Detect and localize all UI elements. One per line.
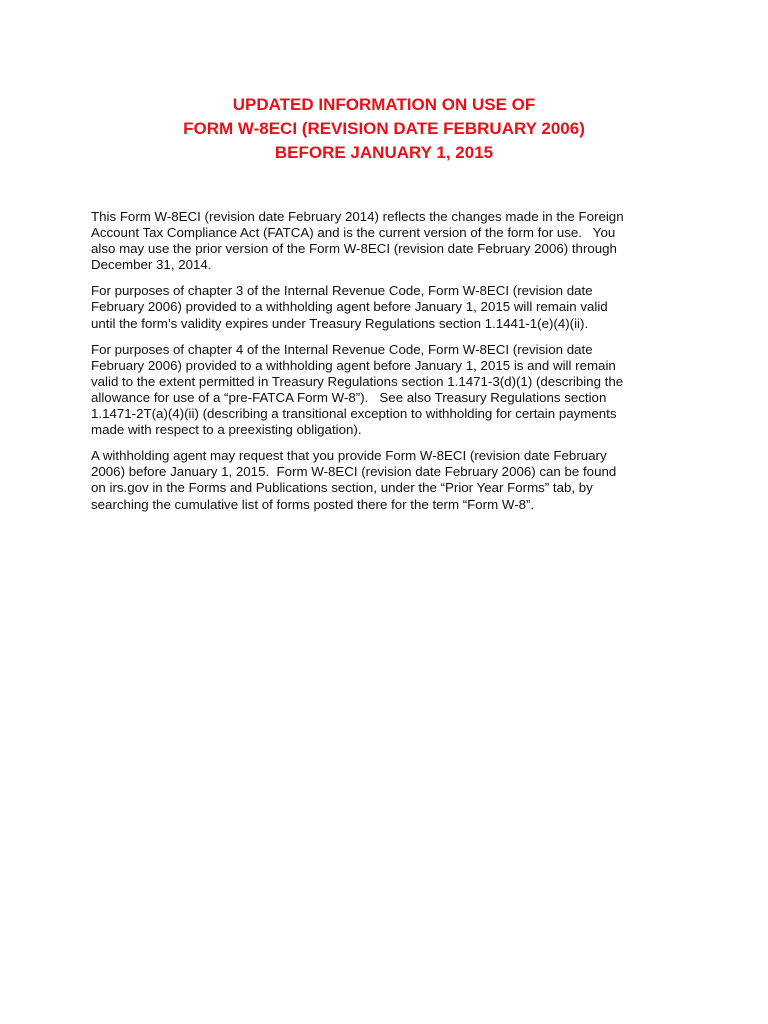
paragraph-line: For purposes of chapter 4 of the Internal Revenue Code, Form W-8ECI (revision date (91, 341, 593, 357)
title-line-1: UPDATED INFORMATION ON USE OF (232, 95, 536, 114)
paragraph-line: This Form W-8ECI (revision date February 2014) reflects the changes made in the Foreign (91, 209, 624, 224)
title-line-2: FORM W-8ECI (REVISION DATE FEBRUARY 2006) (183, 119, 585, 138)
paragraph-line: A withholding agent may request that you provide Form W-8ECI (revision date February (91, 448, 607, 464)
paragraph-line: until the form’s validity expires under Treasury Regulations section 1.1441-1(e)(4)(ii). (91, 315, 589, 331)
paragraph-line: 1.1471-2T(a)(4)(ii) (describing a transitional exception to withholding for certain payments (91, 406, 617, 422)
document-body (91, 209, 681, 523)
paragraph-line: December 31, 2014. (91, 257, 212, 273)
paragraph-chapter-4 (91, 342, 681, 439)
paragraph-current-version (91, 209, 681, 273)
title-line-3: BEFORE JANUARY 1, 2015 (274, 143, 494, 162)
document-title (0, 93, 768, 165)
paragraph-line: searching the cumulative list of forms posted there for the term “Form W-8”. (91, 496, 535, 512)
paragraph-line: February 2006) provided to a withholding agent before January 1, 2015 is and will remain (91, 357, 616, 373)
paragraph-line: made with respect to a preexisting obligation). (91, 422, 362, 438)
paragraph-line: allowance for use of a “pre-FATCA Form W-8”). See also Treasury Regulations section (91, 389, 607, 405)
paragraph-line: 2006) before January 1, 2015. Form W-8ECI (revision date February 2006) can be found (91, 464, 617, 480)
paragraph-line: valid to the extent permitted in Treasury Regulations section 1.1471-3(d)(1) (describing the (91, 373, 624, 389)
paragraph-line: February 2006) provided to a withholding agent before January 1, 2015 will remain valid (91, 299, 608, 315)
paragraph-line: For purposes of chapter 3 of the Internal Revenue Code, Form W-8ECI (revision date (91, 283, 593, 299)
paragraph-line: also may use the prior version of the Form W-8ECI (revision date February 2006) through (91, 241, 617, 257)
paragraph-chapter-3 (91, 283, 681, 331)
paragraph-line: Account Tax Compliance Act (FATCA) and is the current version of the form for use. You (91, 225, 616, 241)
paragraph-withholding-agent (91, 448, 681, 512)
paragraph-line: on irs.gov in the Forms and Publications section, under the “Prior Year Forms” tab, by (91, 480, 593, 496)
